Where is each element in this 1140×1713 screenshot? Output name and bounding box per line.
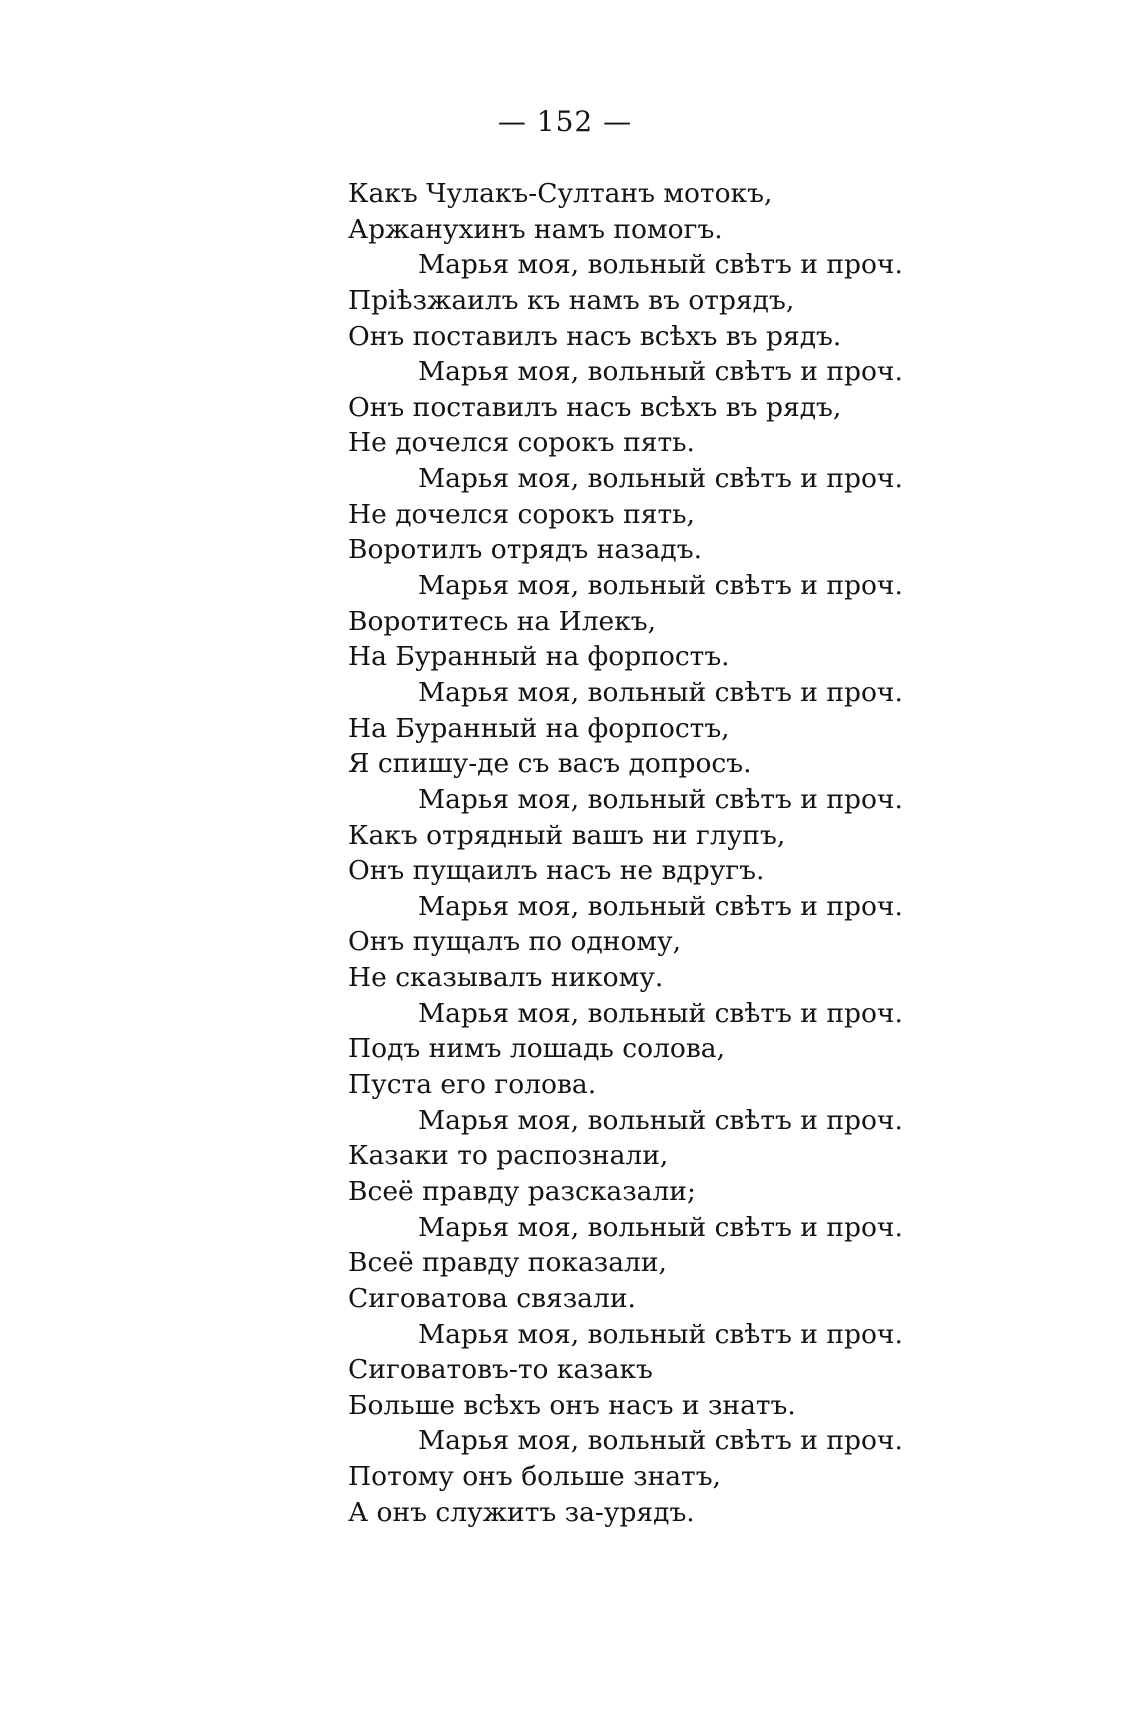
verse-line: Какъ отрядный вашъ ни глупъ, — [348, 819, 786, 851]
verse-line: Онъ пущаилъ насъ не вдругъ. — [348, 855, 765, 887]
refrain-line: Марья моя, вольный свѣтъ и проч. — [418, 570, 903, 602]
verse-line: На Буранный на форпостъ. — [348, 641, 730, 673]
verse-line: Сиговатова связали. — [348, 1282, 636, 1314]
verse-line: Аржанухинъ намъ помогъ. — [348, 213, 723, 245]
refrain-line: Марья моя, вольный свѣтъ и проч. — [418, 463, 903, 495]
verse-line: Не дочелся сорокъ пять. — [348, 427, 695, 459]
refrain-line: Марья моя, вольный свѣтъ и проч. — [418, 1104, 903, 1136]
verse-line: Я спишу-де съ васъ допросъ. — [348, 748, 752, 780]
page-number: — 152 — — [497, 105, 633, 138]
refrain-line: Марья моя, вольный свѣтъ и проч. — [418, 1211, 903, 1243]
verse-line: Больше всѣхъ онъ насъ и знатъ. — [348, 1389, 796, 1421]
refrain-line: Марья моя, вольный свѣтъ и проч. — [418, 1318, 903, 1350]
refrain-line: Марья моя, вольный свѣтъ и проч. — [418, 997, 903, 1029]
verse-line: Всеё правду показали, — [348, 1247, 667, 1279]
verse-line: Пріѣзжаилъ къ намъ въ отрядъ, — [348, 284, 795, 316]
verse-line: Воротилъ отрядъ назадъ. — [348, 534, 702, 566]
refrain-line: Марья моя, вольный свѣтъ и проч. — [418, 783, 903, 815]
verse-line: Потому онъ больше знатъ, — [348, 1461, 721, 1493]
verse-line: А онъ служитъ за-урядъ. — [348, 1496, 695, 1528]
verse-line: Онъ поставилъ насъ всѣхъ въ рядъ, — [348, 391, 842, 423]
verse-line: Онъ пущалъ по одному, — [348, 926, 682, 958]
verse-line: Какъ Чулакъ-Султанъ мотокъ, — [348, 178, 773, 209]
verse-line: Воротитесь на Илекъ, — [348, 605, 657, 637]
refrain-line: Марья моя, вольный свѣтъ и проч. — [418, 676, 903, 708]
refrain-line: Марья моя, вольный свѣтъ и проч. — [418, 890, 903, 922]
verse-line: Подъ нимъ лошадь солова, — [348, 1033, 726, 1065]
refrain-line: Марья моя, вольный свѣтъ и проч. — [418, 356, 903, 388]
verse-line: Всеё правду разсказали; — [348, 1175, 696, 1207]
refrain-line: Марья моя, вольный свѣтъ и проч. — [418, 1425, 903, 1457]
verse-line: Не дочелся сорокъ пять, — [348, 498, 695, 530]
verse-line: Не сказывалъ никому. — [348, 962, 664, 994]
verse-line: Онъ поставилъ насъ всѣхъ въ рядъ. — [348, 320, 842, 352]
verse-line: На Буранный на форпостъ, — [348, 712, 730, 744]
verse-line: Сиговатовъ-то казакъ — [348, 1354, 653, 1386]
refrain-line: Марья моя, вольный свѣтъ и проч. — [418, 249, 903, 281]
verse-line: Пуста его голова. — [348, 1069, 597, 1101]
verse-line: Казаки то распознали, — [348, 1140, 669, 1172]
poem-text — [348, 176, 1108, 1530]
